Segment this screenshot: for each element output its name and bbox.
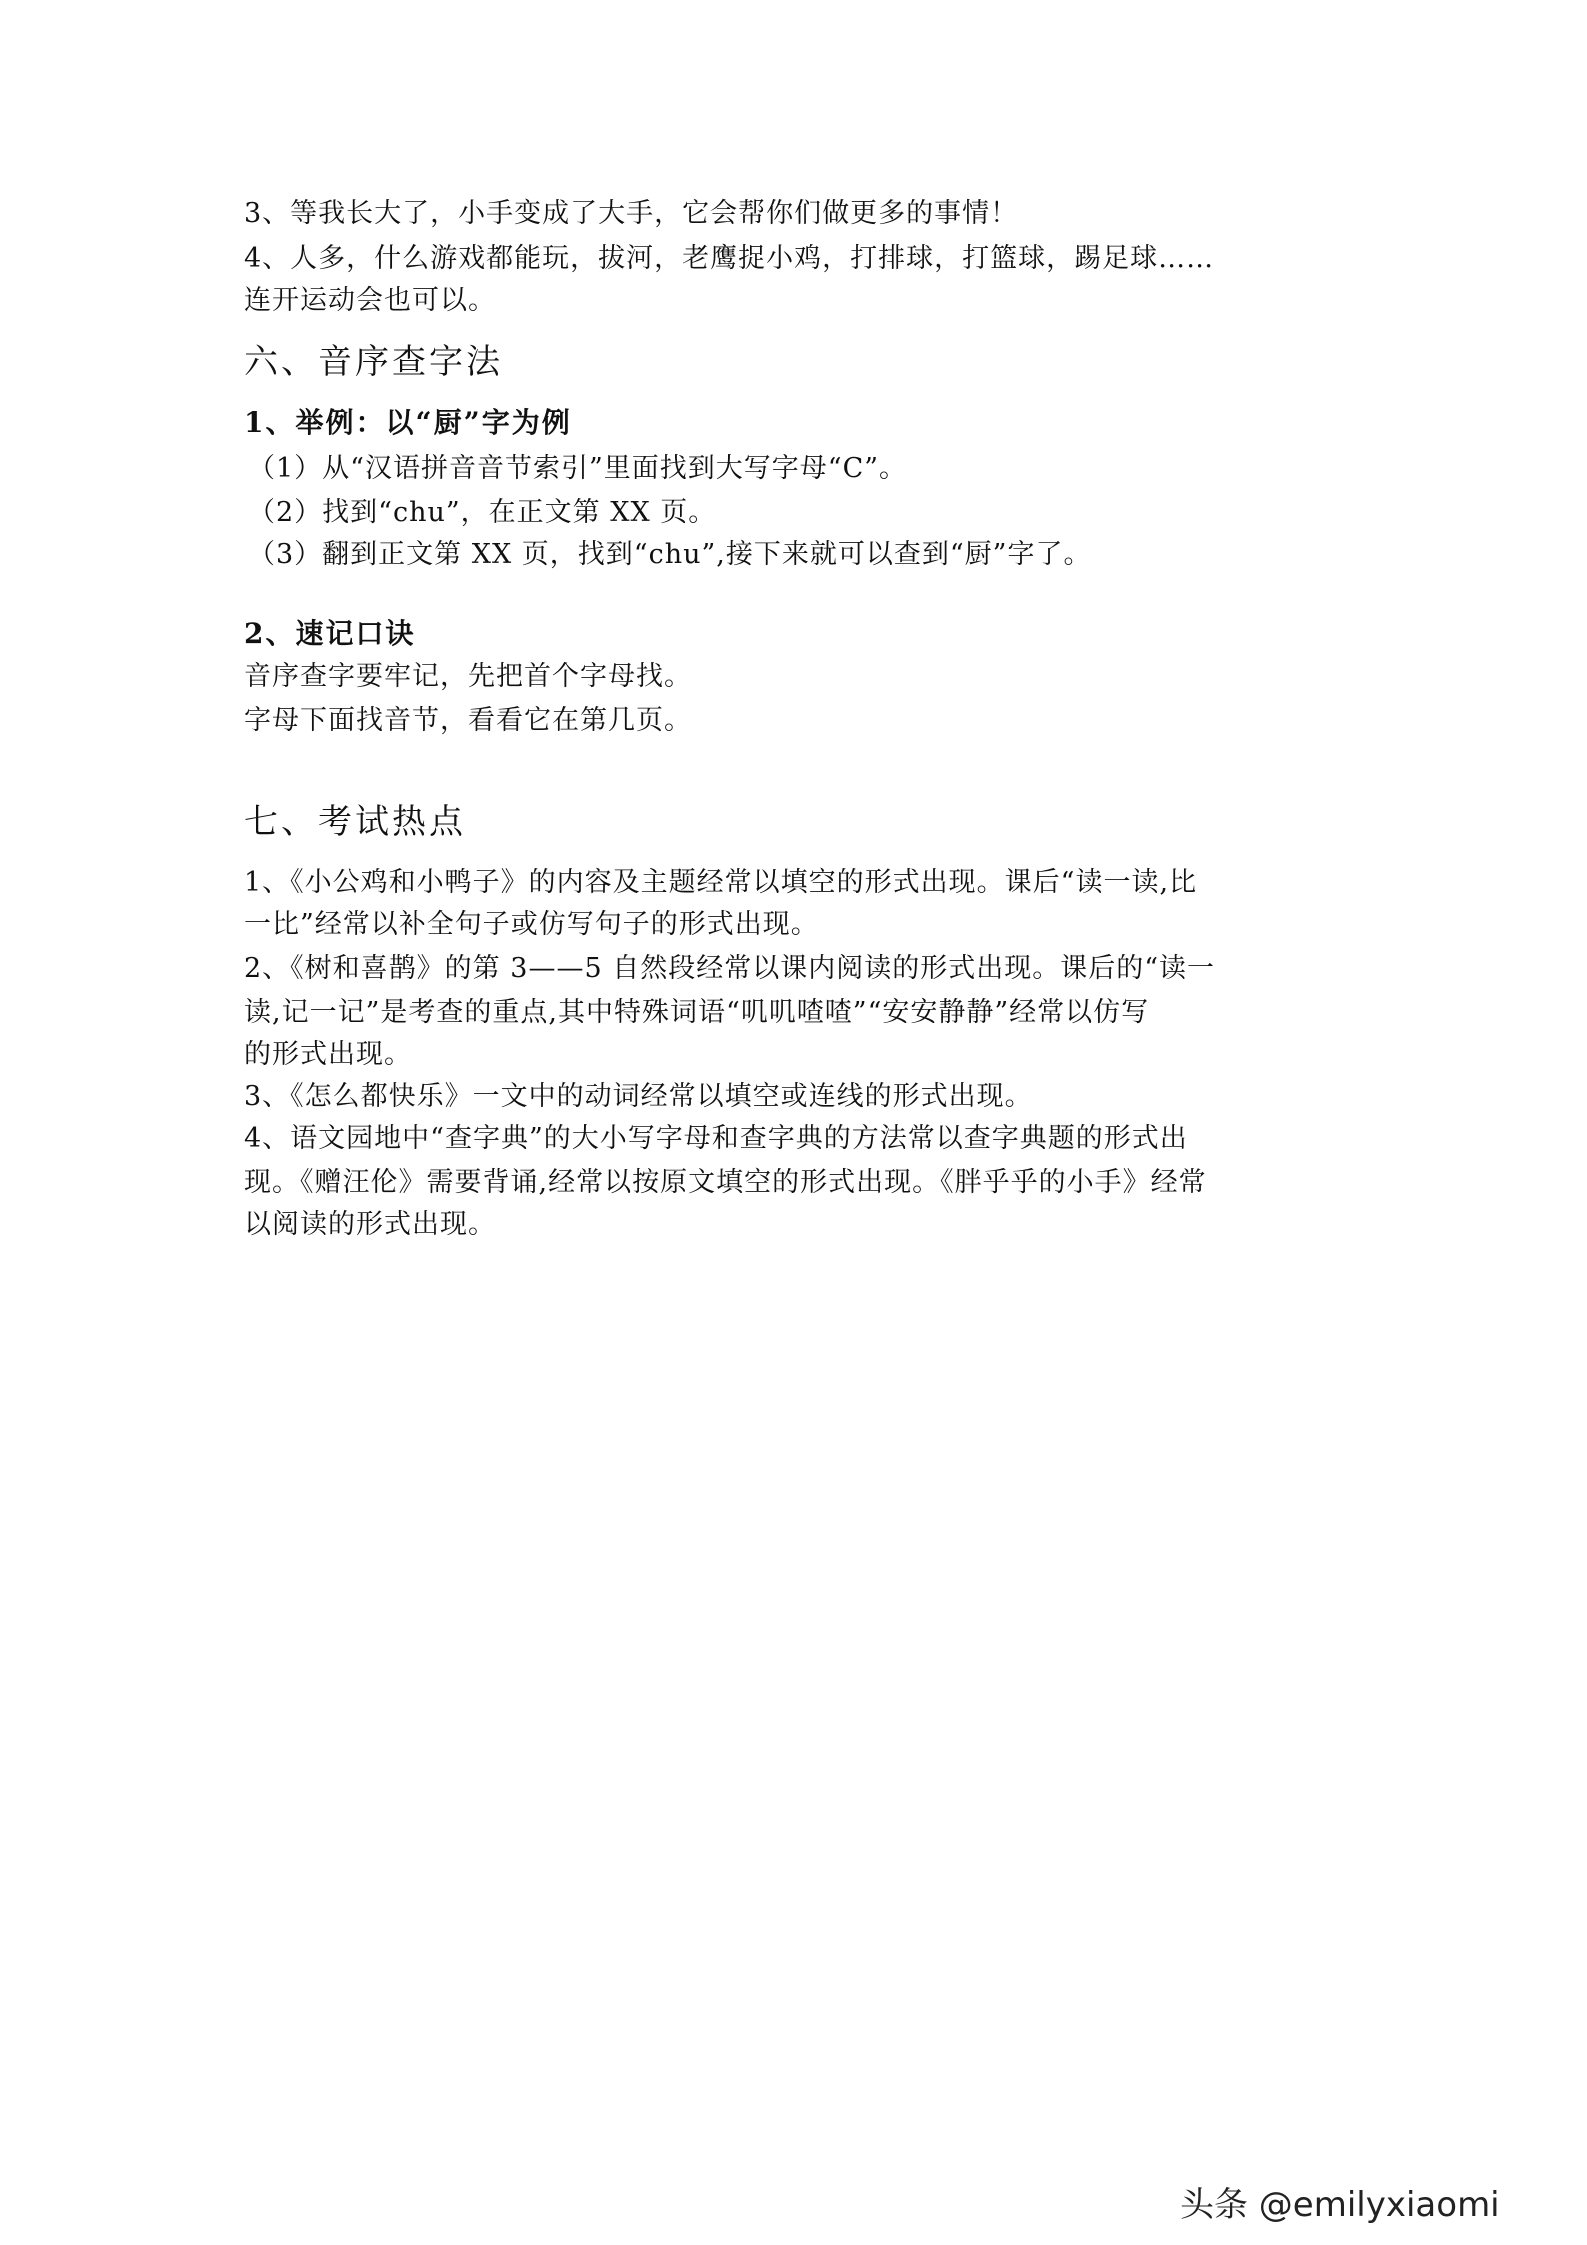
section-heading-7: 七、考试热点 (244, 802, 466, 842)
subheading-example: 1、举例：以“厨”字为例 (244, 406, 572, 439)
section-heading-6: 六、音序查字法 (244, 342, 503, 382)
text-line: 4、人多，什么游戏都能玩，拔河，老鹰捉小鸡，打排球，打篮球，踢足球…… (244, 243, 1215, 274)
subheading-mnemonic: 2、速记口诀 (244, 617, 416, 650)
hotspot-line: 现。《赠汪伦》需要背诵,经常以按原文填空的形式出现。《胖乎乎的小手》经常 (244, 1167, 1207, 1198)
text-line: 3、等我长大了，小手变成了大手，它会帮你们做更多的事情！ (244, 198, 1019, 229)
step-line: （1）从“汉语拼音音节索引”里面找到大写字母“C”。 (248, 453, 908, 484)
hotspot-line: 以阅读的形式出现。 (244, 1209, 496, 1240)
watermark: 头条 @emilyxiaomi (1180, 2185, 1500, 2225)
step-line: （2）找到“chu”，在正文第 XX 页。 (248, 497, 717, 528)
hotspot-line: 一比”经常以补全句子或仿写句子的形式出现。 (244, 909, 819, 940)
mnemonic-line: 音序查字要牢记，先把首个字母找。 (244, 661, 692, 692)
text-line: 连开运动会也可以。 (244, 285, 496, 316)
hotspot-line: 1、《小公鸡和小鸭子》的内容及主题经常以填空的形式出现。课后“读一读,比 (244, 867, 1198, 898)
step-line: （3）翻到正文第 XX 页，找到“chu”,接下来就可以查到“厨”字了。 (248, 539, 1092, 570)
hotspot-line: 的形式出现。 (244, 1039, 412, 1070)
mnemonic-line: 字母下面找音节，看看它在第几页。 (244, 705, 692, 736)
hotspot-line: 4、语文园地中“查字典”的大小写字母和查字典的方法常以查字典题的形式出 (244, 1123, 1188, 1154)
hotspot-line: 3、《怎么都快乐》一文中的动词经常以填空或连线的形式出现。 (244, 1081, 1033, 1112)
hotspot-line: 2、《树和喜鹊》的第 3——5 自然段经常以课内阅读的形式出现。课后的“读一 (244, 953, 1216, 984)
hotspot-line: 读,记一记”是考查的重点,其中特殊词语“叽叽喳喳”“安安静静”经常以仿写 (244, 997, 1150, 1028)
